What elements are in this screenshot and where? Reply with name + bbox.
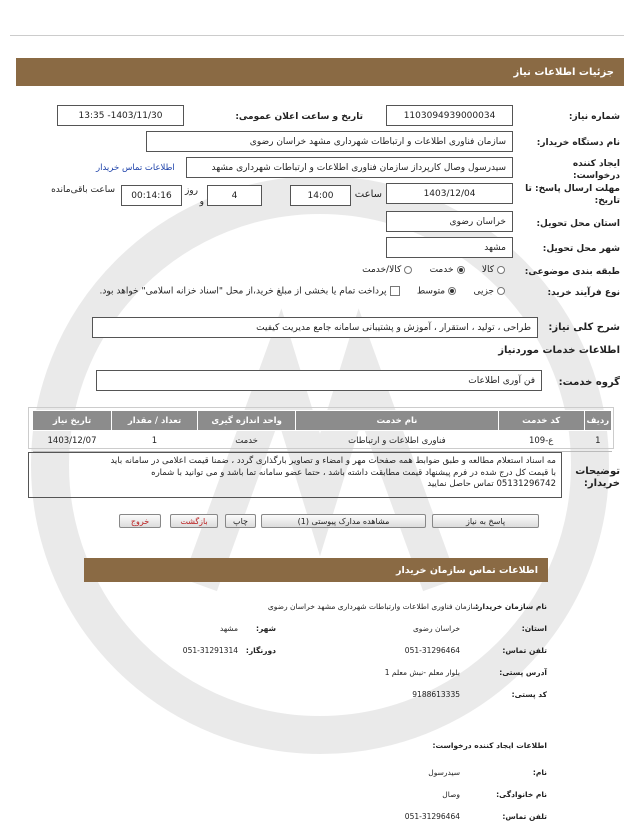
creator-info-title: اطلاعات ایجاد کننده درخواست:: [432, 741, 547, 750]
contact-fax-value: 051-31291314: [182, 646, 238, 655]
contact-phone-label: تلفن تماس:: [502, 646, 547, 655]
announce-value: 1403/11/30- 13:35: [78, 110, 163, 121]
days-value: 4: [231, 190, 238, 201]
deadline-label: [525, 183, 620, 207]
treasury-payment-checkbox[interactable]: [390, 286, 400, 296]
contact-header: [84, 558, 548, 582]
remaining-time-value: 00:14:16: [131, 190, 172, 201]
province-field: [386, 211, 513, 232]
city-field: [386, 237, 513, 258]
purchase-options: [100, 286, 508, 297]
deadline-date-value: 1403/12/04: [423, 188, 476, 199]
buyer-notes-field: [28, 452, 562, 498]
col-service-code: کد خدمت: [498, 411, 584, 431]
need-number-value: 1103094939000034: [403, 110, 496, 121]
cell-unit: خدمت: [198, 431, 296, 452]
city-value: مشهد: [484, 242, 506, 253]
time-label: ساعت: [354, 189, 382, 200]
buyer-notes-line3: 05131296742 تماس حاصل نمایید: [427, 479, 556, 489]
creator-last-name-label: نام خانوادگی:: [496, 790, 547, 799]
deadline-label-line2: تاریخ:: [594, 196, 620, 206]
announce-field: [57, 105, 184, 126]
service-group-value: فن آوری اطلاعات: [468, 375, 535, 386]
exit-button[interactable]: خروج: [119, 514, 161, 528]
creator-phone-label: تلفن تماس:: [502, 812, 547, 821]
creator-first-name-value: سیدرسول: [428, 768, 460, 777]
contact-org-value: سازمان فناوری اطلاعات وارتباطات شهرداری مشهد خراسان رضوی: [267, 602, 479, 611]
print-button[interactable]: چاپ: [225, 514, 256, 528]
creator-label-line1: ایجاد کننده: [572, 159, 620, 169]
buyer-notes-label: [575, 466, 620, 490]
buyer-notes-line2: با قیمت کل درج شده در فرم پیشنهاد قیمت مطابقت داشته باشد ، حتما عضو سامانه تما باشد و می توانید با شماره: [151, 467, 556, 478]
contact-org-label: نام سازمان خریدار:: [475, 602, 547, 611]
contact-province-label: استان:: [521, 624, 547, 633]
top-divider: [10, 35, 624, 36]
contact-address-label: آدرس پستی:: [499, 668, 547, 677]
table-row: [33, 431, 612, 452]
contact-address-value: بلوار معلم -نبش معلم 1: [384, 668, 460, 677]
remaining-time-field: [121, 185, 182, 206]
buyer-field: [146, 131, 513, 152]
attachments-button[interactable]: مشاهده مدارک پیوستی (1): [261, 514, 426, 528]
announce-label: تاریخ و ساعت اعلان عمومی:: [235, 112, 363, 122]
purchase-label: نوع فرآیند خرید:: [547, 288, 620, 298]
summary-field: [92, 317, 538, 338]
creator-phone-value: 051-31296464: [404, 812, 460, 821]
details-title: جزئیات اطلاعات نیاز: [513, 66, 614, 78]
back-button[interactable]: بازگشت: [170, 514, 218, 528]
cell-row: 1: [584, 431, 611, 452]
deadline-time-field: [290, 185, 351, 206]
contact-phone-value: 051-31296464: [404, 646, 460, 655]
contact-title: اطلاعات تماس سازمان خریدار: [395, 564, 538, 576]
buyer-notes-label-line1: توضیحات: [575, 466, 620, 477]
category-both-radio[interactable]: [404, 266, 412, 274]
deadline-date-field: [386, 183, 513, 204]
purchase-minor-radio[interactable]: [497, 287, 505, 295]
col-unit: واحد اندازه گیری: [198, 411, 296, 431]
purchase-medium-label: متوسط: [416, 286, 446, 297]
summary-label: شرح کلی نیاز:: [548, 322, 620, 333]
service-group-label: گروه خدمت:: [558, 377, 620, 388]
creator-first-name-label: نام:: [532, 768, 547, 777]
day-label: روز: [184, 186, 198, 196]
creator-field: [186, 157, 513, 178]
col-service-name: نام خدمت: [296, 411, 498, 431]
details-header: [16, 58, 624, 86]
reply-button[interactable]: پاسخ به نیاز: [432, 514, 539, 528]
contact-province-value: خراسان رضوی: [412, 624, 460, 633]
category-both-label: کالا/خدمت: [362, 265, 402, 275]
col-row: ردیف: [584, 411, 611, 431]
need-number-field: [386, 105, 513, 126]
payment-note: پرداخت تمام یا بخشی از مبلغ خرید،از محل "اسناد خزانه اسلامی" خواهد بود.: [99, 286, 387, 297]
creator-label: [573, 158, 620, 182]
buyer-value: سازمان فناوری اطلاعات و ارتباطات شهرداری مشهد خراسان رضوی: [249, 136, 506, 147]
deadline-label-line1: مهلت ارسال پاسخ: تا: [525, 184, 620, 194]
category-options: [362, 265, 508, 275]
buyer-contact-link[interactable]: اطلاعات تماس خریدار: [96, 163, 175, 173]
category-goods-radio[interactable]: [497, 266, 505, 274]
col-need-date: تاریخ نیاز: [33, 411, 112, 431]
province-value: خراسان رضوی: [449, 216, 506, 227]
items-table: [32, 410, 612, 452]
creator-label-line2: درخواست:: [573, 171, 620, 181]
category-label: طبقه بندی موضوعی:: [524, 267, 620, 277]
days-field: [207, 185, 262, 206]
province-label: استان محل تحویل:: [536, 219, 620, 229]
city-label: شهر محل تحویل:: [542, 244, 620, 254]
buyer-notes-label-line2: خریدار:: [583, 478, 620, 489]
creator-last-name-value: وصال: [442, 790, 460, 799]
need-number-label: شماره نیاز:: [568, 112, 620, 122]
category-service-label: خدمت: [429, 265, 454, 275]
cell-need-date: 1403/12/07: [33, 431, 112, 452]
cell-service-code: ع-109: [498, 431, 584, 452]
cell-quantity: 1: [112, 431, 198, 452]
category-service-radio[interactable]: [457, 266, 465, 274]
creator-value: سیدرسول وصال کارپرداز سازمان فناوری اطلاعات و ارتباطات شهرداری مشهد: [211, 162, 506, 173]
category-goods-label: کالا: [481, 265, 494, 275]
deadline-time-value: 14:00: [307, 190, 334, 201]
summary-value: طراحی ، تولید ، استقرار ، آموزش و پشتیبانی سامانه جامع مدیریت کیفیت: [256, 322, 531, 333]
buyer-label: نام دستگاه خریدار:: [536, 138, 620, 148]
buyer-notes-line1: مه اسناد استعلام مطالعه و طبق ضوابط همه صفحات مهر و امضاء و تصاویر بارگذاری گردد ، ضمنا قیمت اعلامی در سامانه باید: [110, 456, 556, 466]
contact-city-label: شهر:: [256, 624, 276, 633]
remaining-label: ساعت باقی‌مانده: [51, 185, 115, 195]
contact-postal-value: 9188613335: [412, 690, 460, 699]
cell-service-name: فناوری اطلاعات و ارتباطات: [296, 431, 498, 452]
contact-fax-label: دورنگار:: [245, 646, 276, 655]
col-quantity: تعداد / مقدار: [112, 411, 198, 431]
contact-postal-label: کد پستی:: [511, 690, 547, 699]
services-title: اطلاعات خدمات مورد‌نیاز: [498, 345, 620, 356]
purchase-minor-label: جزیی: [473, 286, 494, 297]
service-group-field: [96, 370, 542, 391]
purchase-medium-radio[interactable]: [448, 287, 456, 295]
contact-city-value: مشهد: [219, 624, 238, 633]
items-table-header: [33, 411, 612, 431]
and-label: و: [199, 197, 204, 207]
